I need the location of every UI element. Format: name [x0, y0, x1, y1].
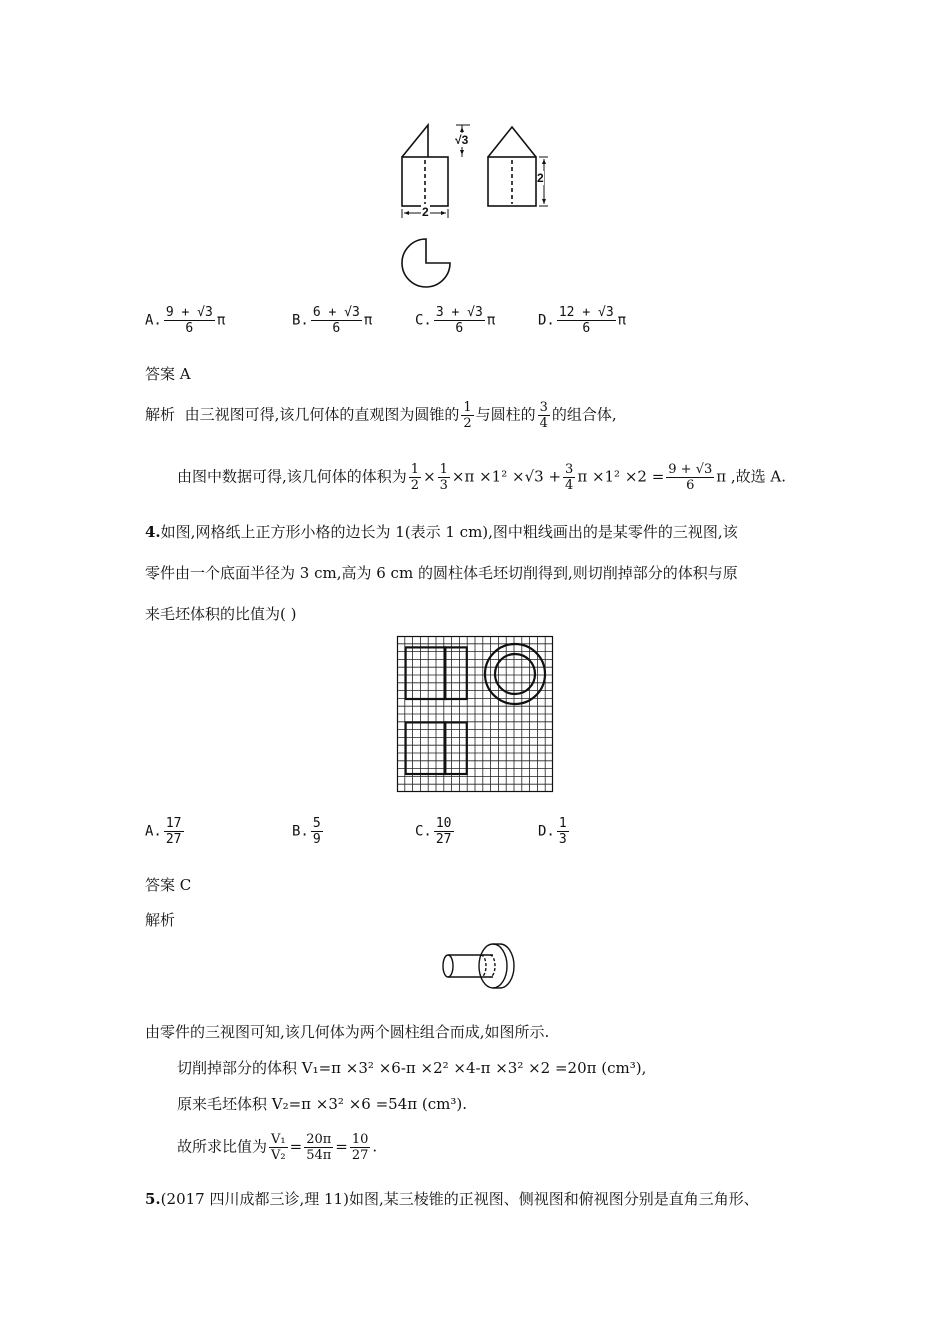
figure-label-width-2: 2: [422, 205, 429, 219]
q4-analysis-label: 解析: [145, 911, 176, 929]
grid-three-view-figure-q4: [397, 636, 555, 794]
figure-label-sqrt3: √3: [455, 133, 469, 147]
q3-analysis-line1: 解析 由三视图可得,该几何体的直观图为圆锥的 $\frac{1}{2}$ 与圆柱的 $\frac{3}{4}$ 的组合体,: [145, 400, 617, 431]
q3-option-a: A. $\frac{9 + √3}{6}$ π: [145, 305, 226, 336]
q3-option-b: B. $\frac{6 + √3}{6}$ π: [292, 305, 373, 336]
q4-option-d: D. $\frac{1}{3}$: [538, 816, 567, 847]
three-view-figure-q3: [0, 0, 950, 300]
q4-option-b: B. $\frac{5}{9}$: [292, 816, 321, 847]
q3-option-d: D. $\frac{12 + √3}{6}$ π: [538, 305, 627, 336]
q4-analysis-text2: 切削掉部分的体积 V₁=π ×3² ×6-π ×2² ×4-π ×3² ×2 =20π (cm³),: [177, 1059, 647, 1077]
figure-label-height-2: 2: [537, 171, 544, 185]
q4-option-a: A. $\frac{17}{27}$: [145, 816, 182, 847]
q3-analysis-line2: 由图中数据可得,该几何体的体积为 $\frac{1}{2}$ × $\frac{1}{3}$ ×π ×1² ×√3 + $\frac{3}{4}$ π ×1² ×2 = $\frac{9 + √3}{6}$ π ,故选 A.: [177, 462, 787, 493]
q3-option-c: C. $\frac{3 + √3}{6}$ π: [415, 305, 496, 336]
q4-stem-line1: 4.如图,网格纸上正方形小格的边长为 1(表示 1 cm),图中粗线画出的是某零件的三视图,该: [145, 523, 738, 541]
q3-answer: 答案 A: [145, 365, 191, 383]
cylinder-combination-figure: [438, 942, 518, 992]
q4-analysis-text1: 由零件的三视图可知,该几何体为两个圆柱组合而成,如图所示.: [145, 1023, 550, 1041]
q4-analysis-text3: 原来毛坯体积 V₂=π ×3² ×6 =54π (cm³).: [177, 1095, 467, 1113]
q4-analysis-text4: 故所求比值为 $\frac{\text{V₁}}{\text{V₂}}$ = $\frac{20\pi}{54\pi}$ = $\frac{10}{27}$ .: [177, 1132, 378, 1163]
q4-answer: 答案 C: [145, 876, 192, 894]
q4-stem-line2: 零件由一个底面半径为 3 cm,高为 6 cm 的圆柱体毛坯切削得到,则切削掉部分的体积与原: [145, 564, 738, 582]
q4-option-c: C. $\frac{10}{27}$: [415, 816, 452, 847]
q4-stem-line3: 来毛坯体积的比值为( ): [145, 605, 297, 623]
q5-stem-line1: 5.(2017 四川成都三诊,理 11)如图,某三棱锥的正视图、侧视图和俯视图分别是直角三角形、: [145, 1190, 759, 1208]
